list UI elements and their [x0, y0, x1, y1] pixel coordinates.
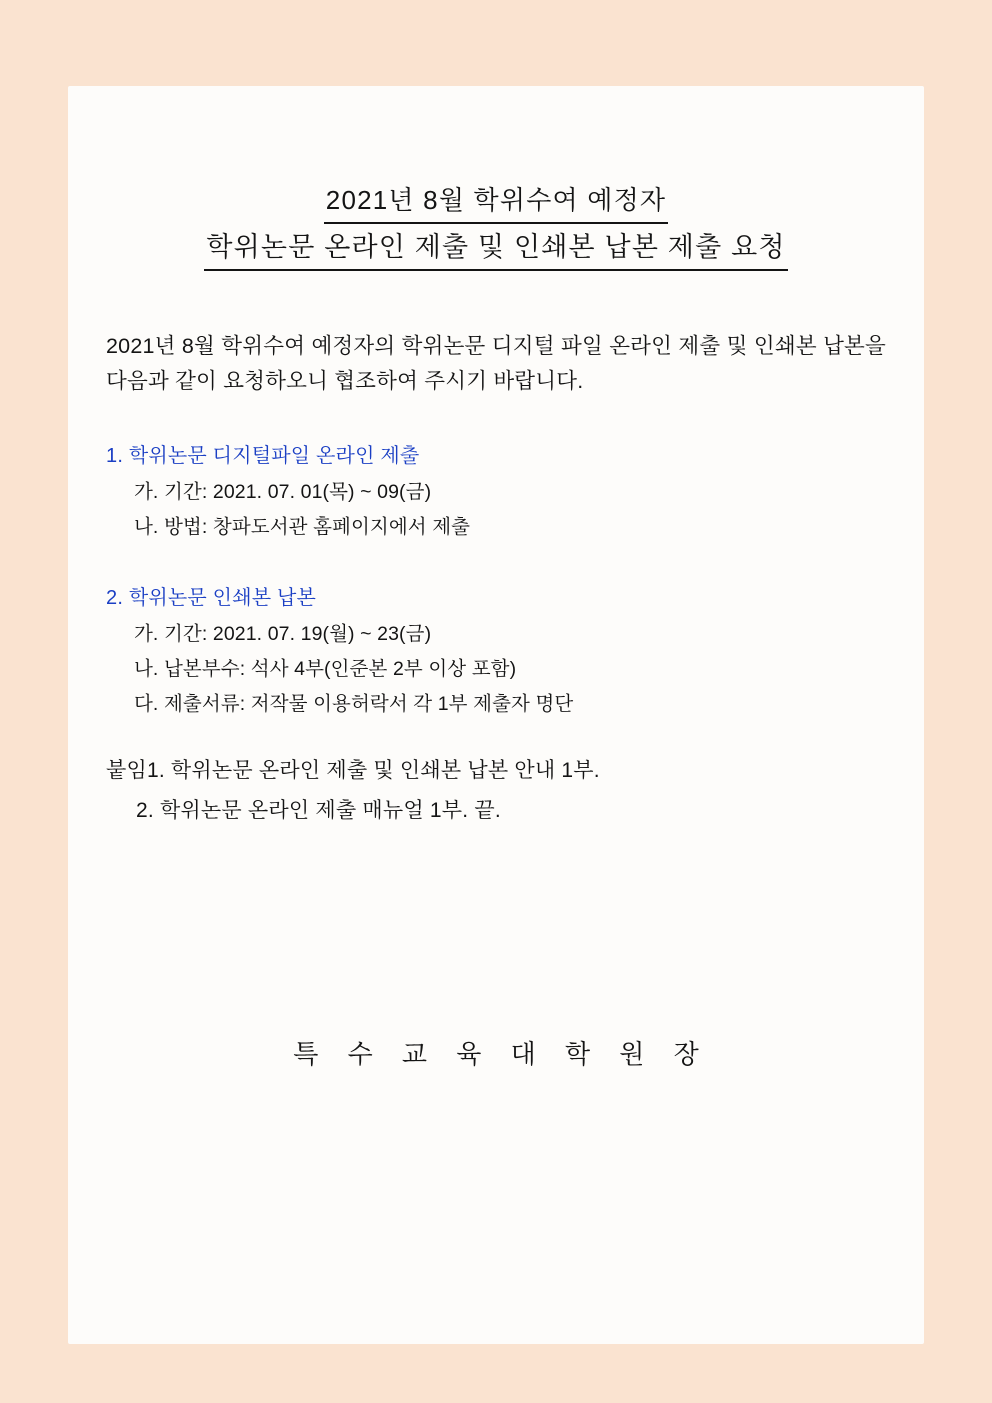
attachment-line: 붙임1. 학위논문 온라인 제출 및 인쇄본 납본 안내 1부.	[106, 758, 600, 782]
title-line-2: 학위논문 온라인 제출 및 인쇄본 납본 제출 요청	[204, 228, 787, 271]
document-page	[68, 86, 924, 1344]
section-online-submission	[94, 439, 898, 539]
attachment-line: 2. 학위논문 온라인 제출 매뉴얼 1부. 끝.	[136, 798, 501, 822]
document-content	[94, 182, 898, 1071]
section-heading: 2. 학위논문 인쇄본 납본	[106, 586, 317, 609]
attachments	[94, 754, 898, 824]
section-item: 가. 기간: 2021. 07. 01(목) ~ 09(금)	[134, 480, 432, 503]
signature-line: 특 수 교 육 대 학 원 장	[293, 1038, 710, 1069]
section-print-deposit	[94, 581, 898, 716]
section-item: 가. 기간: 2021. 07. 19(월) ~ 23(금)	[134, 622, 432, 645]
section-heading: 1. 학위논문 디지털파일 온라인 제출	[106, 444, 420, 467]
page-title	[94, 182, 898, 271]
section-item: 다. 제출서류: 저작물 이용허락서 각 1부 제출자 명단	[134, 692, 574, 715]
spacer	[94, 565, 898, 581]
section-item: 나. 방법: 창파도서관 홈페이지에서 제출	[134, 515, 471, 538]
section-item: 나. 납본부수: 석사 4부(인준본 2부 이상 포함)	[134, 657, 517, 680]
intro-paragraph: 2021년 8월 학위수여 예정자의 학위논문 디지털 파일 온라인 제출 및 인쇄본 납본을 다음과 같이 요청하오니 협조하여 주시기 바랍니다.	[106, 334, 886, 394]
title-line-1: 2021년 8월 학위수여 예정자	[324, 182, 668, 224]
